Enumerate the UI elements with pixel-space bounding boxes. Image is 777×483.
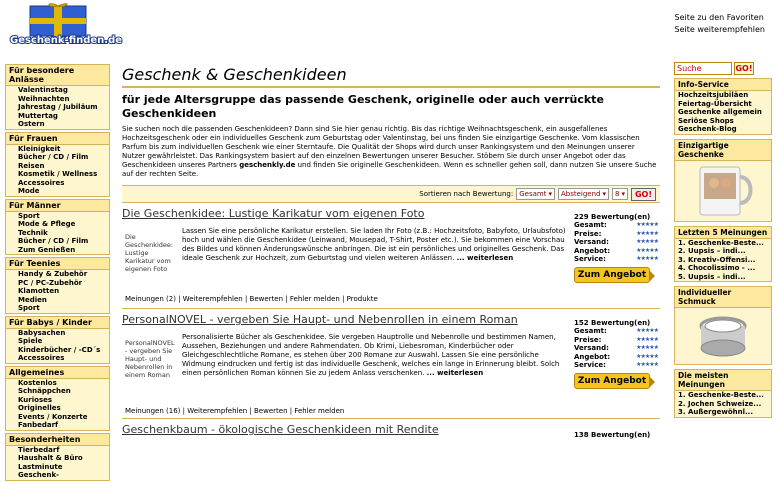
offer-button[interactable]: Zum Angebot <box>574 267 650 283</box>
nav-item[interactable]: Ostern <box>18 120 45 128</box>
nav-section-title[interactable]: Für Frauen <box>6 133 109 145</box>
nav-section <box>5 64 110 130</box>
product-rating <box>574 319 658 389</box>
chevron-down-icon: ▾ <box>621 190 625 198</box>
rating-label: Gesamt: <box>574 327 607 335</box>
nav-item[interactable]: Originelles <box>18 404 61 412</box>
rating-row <box>574 230 658 239</box>
page-size-select[interactable] <box>612 188 628 200</box>
sort-label: Sortieren nach Bewertung: <box>419 190 514 198</box>
nav-section-title[interactable]: Für Babys / Kinder <box>6 317 109 329</box>
rating-row <box>574 336 658 345</box>
product-title-link[interactable]: PersonalNOVEL - vergeben Sie Haupt- und Nebenrollen in einem Roman <box>122 313 518 326</box>
nav-item[interactable]: Events / Konzerte <box>18 412 88 421</box>
top-links <box>675 12 766 36</box>
info-service-box <box>674 78 772 135</box>
rating-label: Preise: <box>574 229 602 238</box>
partner-link[interactable]: geschenkly.de <box>239 161 296 169</box>
stars-icon: ★★★★★ <box>636 255 658 262</box>
nav-item[interactable]: Bücher / CD / Film <box>18 237 89 245</box>
stars-icon: ★★★★★ <box>636 246 658 254</box>
search-go-button[interactable]: GO! <box>735 64 753 73</box>
nav-item[interactable]: Jahrestag / Jubiläum <box>18 103 98 111</box>
read-more-link[interactable]: ... weiterlesen <box>456 254 514 262</box>
nav-item[interactable]: Schnäppchen <box>18 387 71 395</box>
nav-item[interactable]: Muttertag <box>18 111 58 120</box>
rating-label: Service: <box>574 255 606 263</box>
product-item <box>122 207 660 309</box>
unique-gifts-title: Einzigartige Geschenke <box>675 140 771 161</box>
product-item <box>122 313 660 419</box>
rating-row <box>574 361 658 370</box>
most-reviews-box <box>674 369 772 418</box>
nav-section-title[interactable]: Besonderheiten <box>6 434 109 446</box>
main-content <box>122 64 660 453</box>
sidebar-link[interactable]: 3. Kreativ-Offensi... <box>678 255 756 264</box>
jewelry-box <box>674 286 772 365</box>
rating-label: Angebot: <box>574 352 611 361</box>
nav-section-title[interactable]: Für Männer <box>6 200 109 212</box>
rating-label: Service: <box>574 361 606 369</box>
most-reviews-title: Die meisten Meinungen <box>675 370 771 391</box>
nav-item[interactable]: Spiele <box>18 337 43 345</box>
sidebar-link[interactable]: Hochzeitsjubiläen <box>678 91 749 99</box>
right-sidebar <box>674 62 772 422</box>
nav-item[interactable]: Haushalt & Büro <box>18 454 83 462</box>
nav-item[interactable]: Klamotten <box>18 287 60 295</box>
sort-field-select[interactable] <box>516 188 555 200</box>
sidebar-link[interactable]: 3. Außergewöhnl... <box>678 408 753 416</box>
nav-section-title[interactable]: Für besondere Anlässe <box>6 65 109 86</box>
nav-section <box>5 433 110 481</box>
rating-row <box>574 327 658 336</box>
rating-row <box>574 247 658 256</box>
nav-item[interactable]: Kosmetik / Wellness <box>18 170 98 178</box>
sort-bar <box>122 185 660 203</box>
sort-field-value: Gesamt <box>519 190 547 198</box>
ring-image[interactable] <box>675 308 771 364</box>
product-image[interactable]: Die Geschenkidee: Lustige Karikatur vom eigenen Foto <box>125 233 174 273</box>
nav-item[interactable]: PC / PC-Zubehör <box>18 278 83 287</box>
nav-item[interactable]: Zum Genießen <box>18 245 76 254</box>
nav-item[interactable]: Medien <box>18 295 47 304</box>
latest-reviews-title: Letzten 5 Meinungen <box>675 227 771 239</box>
product-description <box>182 227 572 263</box>
nav-item[interactable]: Sport <box>18 304 40 312</box>
stars-icon: ★★★★★ <box>636 221 658 228</box>
site-logo[interactable] <box>8 2 123 46</box>
jewelry-title: Individueller Schmuck <box>675 287 771 308</box>
product-description <box>182 333 572 378</box>
nav-item[interactable]: Bücher / CD / Film <box>18 153 89 161</box>
nav-section-title[interactable]: Allgemeines <box>6 367 109 379</box>
stars-icon: ★★★★★ <box>636 361 658 368</box>
stars-icon: ★★★★★ <box>636 327 658 334</box>
nav-item[interactable]: Technik <box>18 228 48 237</box>
chevron-down-icon: ▾ <box>548 190 552 198</box>
nav-item[interactable]: Lastminute <box>18 462 63 471</box>
rating-count[interactable]: 152 Bewertung(en) <box>574 319 651 327</box>
rating-label: Angebot: <box>574 246 611 255</box>
rating-label: Preise: <box>574 335 602 344</box>
product-image[interactable]: PersonalNOVEL - vergeben Sie Haupt- und Nebenrollen in einem Roman <box>125 339 175 379</box>
recommend-link[interactable]: Seite weiterempfehlen <box>674 25 765 34</box>
latest-reviews-box <box>674 226 772 283</box>
rating-row <box>574 255 658 264</box>
intro-end: und finden Sie originelle Geschenkideen. Wenn es schneller gehen soll, dann nutzen Sie unsere Suche auf der rechten Seite. <box>122 161 657 178</box>
nav-item[interactable]: Accessoires <box>18 354 65 362</box>
nav-item[interactable]: Sport <box>18 211 40 220</box>
product-desc-text: Lassen Sie eine persönliche Karikatur erstellen. Sie laden Ihr Foto (z.B.: Hochzeitsfoto, Babyfoto, Urlaubsfoto) hoch und wählen die Geschenkidee (Leinwand, Mousepad, T-Shirt, Poster etc.). Sie bekommen eine Vorschau des Bildes und können Änderungswünsche anbringen. Die ist ein persönliches und originelles Geschenk. Das ideale Geschenk zur Hochzeit, zum Geburtstag und vielen weiteren Anlässen. <box>182 227 566 262</box>
nav-item[interactable]: Weihnachten <box>18 94 70 103</box>
rating-row <box>574 353 658 362</box>
search-box <box>674 62 772 75</box>
product-rating <box>574 431 658 439</box>
rating-row <box>574 221 658 230</box>
sidebar-link[interactable]: Seriöse Shops <box>678 116 734 125</box>
intro-body: Sie suchen noch die passenden Geschenkideen? Dann sind Sie hier genau richtig. Bis das richtige Weihnachtsgeschenk, ein ausgefallenes Hochzeitsgeschenk oder ein individuelles Geschenk zum Geburtstag oder Valentinstag, bei uns finden Sie einzigartige Geschenke. Vom klassischen Parfum bis zum individuellen Geschenk wie einer Sterntaufe. Die Qualität der Shops wird durch unser Rankingsystem und den Meinungen unserer Nutzer gewährleistet. Das Rankingsystem basiert auf den einzelnen Bewertungen unserer Besucher. Stöbern Sie durch unser Angebot oder das Geschenkideen unseres Partners <box>122 125 640 169</box>
sidebar-link[interactable]: 2. Uupsis – indi... <box>678 247 746 255</box>
nav-item[interactable]: Kinderbücher / -CD´s <box>18 345 101 354</box>
page-title: Geschenk & Geschenkideen <box>122 64 660 88</box>
left-nav <box>5 64 110 483</box>
product-desc-text: Personalisierte Bücher als Geschenkidee. Sie vergeben Hauptrolle und Nebenrolle und bestimmen Namen, Aussehen, Beziehungen und andere Rahmendaten. Ob Krimi, Liebesroman, Kinderbücher oder Gleichgeschlechtliche Romane, es stehen über 200 Romane zur Auswahl. Lassen Sie eine persönliche Widmung eindrucken und fertig ist das individuelle Geschenk, welches ein lange in Erinnerung bleibt. Solch einen persönlichen Roman können Sie zu jedem Anlass verschenken. <box>182 333 560 377</box>
rating-count[interactable]: 229 Bewertung(en) <box>574 213 651 221</box>
page-size-value: 8 <box>615 190 620 198</box>
offer-button[interactable]: Zum Angebot <box>574 373 650 389</box>
nav-section-title[interactable]: Für Teenies <box>6 258 109 270</box>
page-subtitle: für jede Altersgruppe das passende Geschenk, originelle oder auch verrückte Geschenkideen <box>122 93 604 120</box>
sort-go-button[interactable]: GO! <box>631 188 656 201</box>
product-actions[interactable]: Meinungen (16) | Weiterempfehlen | Bewerten | Fehler melden <box>125 407 345 415</box>
stars-icon: ★★★★★ <box>636 344 658 351</box>
rating-row <box>574 344 658 353</box>
nav-section <box>5 199 110 256</box>
sidebar-link[interactable]: Geschenk-Blog <box>678 125 737 133</box>
nav-item[interactable]: Geschenk- <box>18 471 60 479</box>
nav-section <box>5 257 110 314</box>
nav-item[interactable]: Tierbedarf <box>18 445 60 454</box>
product-title-link[interactable]: Geschenkbaum - ökologische Geschenkideen mit Rendite <box>122 423 439 436</box>
nav-item[interactable]: Kostenlos <box>18 378 57 387</box>
rating-count[interactable]: 138 Bewertung(en) <box>574 431 651 439</box>
sort-order-select[interactable] <box>558 188 609 200</box>
nav-section <box>5 366 110 431</box>
nav-item[interactable]: Accessoires <box>18 178 65 187</box>
nav-section <box>5 316 110 364</box>
rating-label: Versand: <box>574 344 609 352</box>
mug-image[interactable] <box>675 161 771 221</box>
rating-row <box>574 238 658 247</box>
sidebar-link[interactable]: 1. Geschenke-Beste... <box>678 238 764 247</box>
sidebar-link[interactable]: Geschenke allgemein <box>678 108 762 116</box>
chevron-down-icon: ▾ <box>602 190 606 198</box>
sidebar-link[interactable]: 2. Jochen Schweize... <box>678 399 762 408</box>
stars-icon: ★★★★★ <box>636 238 658 245</box>
stars-icon: ★★★★★ <box>636 352 658 360</box>
nav-item[interactable]: Mode <box>18 187 40 195</box>
nav-item[interactable]: Kurioses <box>18 395 53 404</box>
nav-item[interactable]: Reisen <box>18 161 45 170</box>
intro-text <box>122 125 660 179</box>
nav-section <box>5 132 110 197</box>
rating-label: Versand: <box>574 238 609 246</box>
rating-label: Gesamt: <box>574 221 607 229</box>
product-item <box>122 423 660 453</box>
sidebar-link[interactable]: 4. Chocolissimo - ... <box>678 264 756 272</box>
product-rating <box>574 213 658 283</box>
favorites-link[interactable]: Seite zu den Favoriten <box>674 13 764 22</box>
sidebar-link[interactable]: 1. Geschenke-Beste... <box>678 391 764 399</box>
nav-item[interactable]: Kleinigkeit <box>18 144 61 153</box>
nav-item[interactable]: Babysachen <box>18 328 66 337</box>
stars-icon: ★★★★★ <box>636 335 658 343</box>
unique-gifts-box <box>674 139 772 222</box>
nav-item[interactable]: Valentinstag <box>18 86 68 94</box>
read-more-link[interactable]: ... weiterlesen <box>426 369 484 377</box>
nav-item[interactable]: Fanbedarf <box>18 421 59 429</box>
nav-item[interactable]: Handy & Zubehör <box>18 270 88 278</box>
search-input[interactable] <box>674 62 732 75</box>
info-service-title: Info-Service <box>675 79 771 91</box>
product-title-link[interactable]: Die Geschenkidee: Lustige Karikatur vom eigenen Foto <box>122 207 425 220</box>
sidebar-link[interactable]: Feiertag-Übersicht <box>678 99 752 108</box>
logo-text: Geschenk-finden.de <box>10 35 123 46</box>
sidebar-link[interactable]: 5. Uupsis – indi... <box>678 272 746 281</box>
product-actions[interactable]: Meinungen (2) | Weiterempfehlen | Bewerten | Fehler melden | Produkte <box>125 295 378 303</box>
stars-icon: ★★★★★ <box>636 229 658 237</box>
nav-item[interactable]: Mode & Pflege <box>18 220 76 228</box>
sort-order-value: Absteigend <box>560 190 601 198</box>
